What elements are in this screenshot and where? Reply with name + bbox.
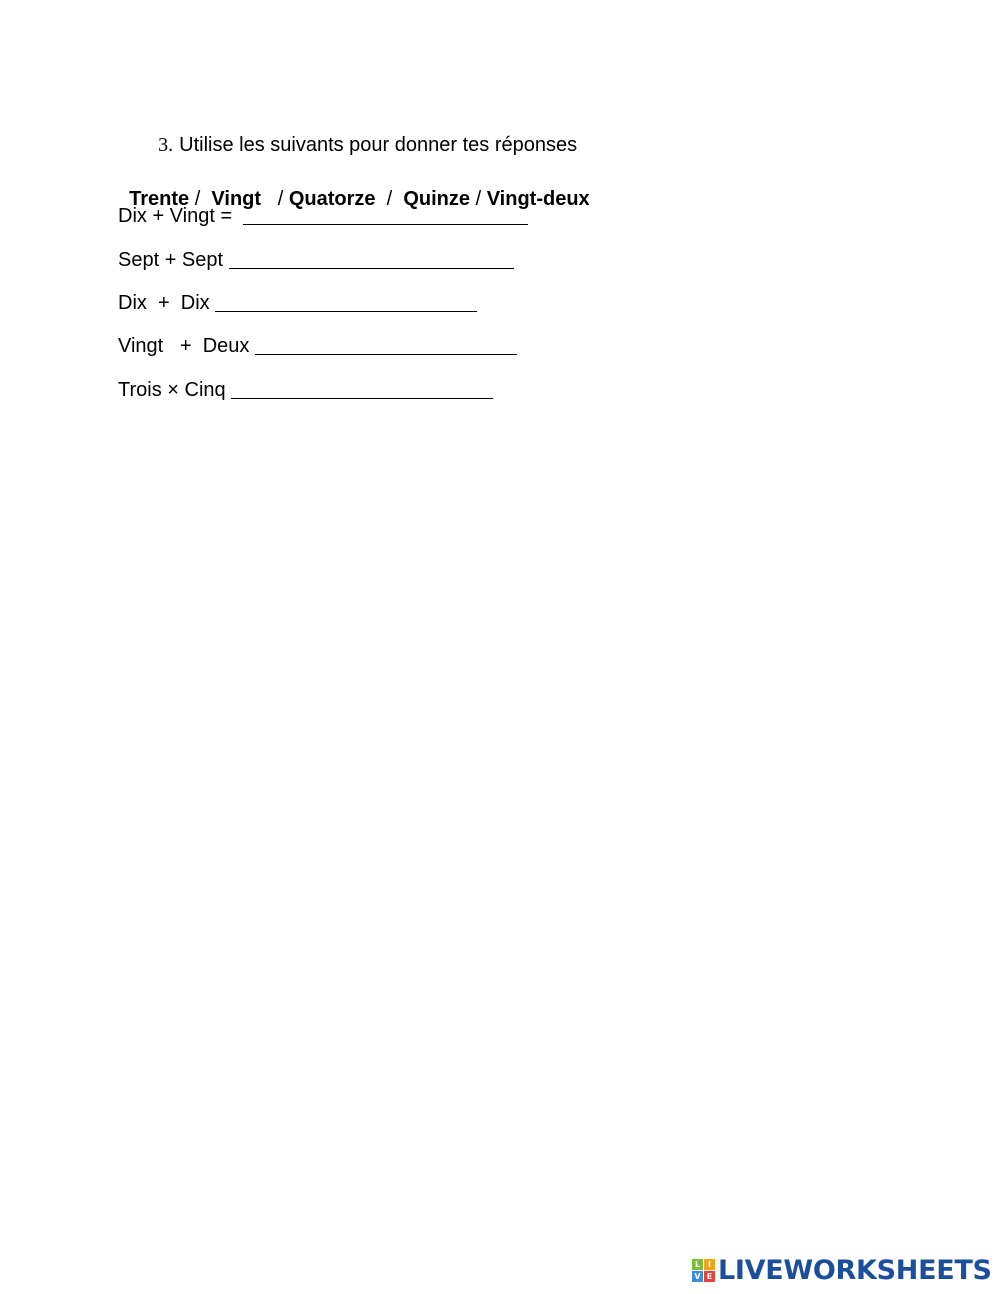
exercise-row	[118, 290, 477, 316]
word-separator: /	[277, 188, 284, 210]
exercise-row	[118, 377, 493, 403]
word-bank-item: Trente	[129, 188, 190, 210]
exercise-prompt: Sept + Sept	[118, 249, 229, 271]
exercise-prompt: Trois × Cinq	[118, 379, 232, 401]
liveworksheets-logo	[692, 1255, 992, 1285]
exercise-prompt: Vingt + Deux	[118, 335, 255, 357]
word-bank-item: Quatorze	[288, 188, 376, 210]
question-text: Utilise les suivants pour donner tes réponses	[179, 134, 578, 156]
logo-text: LIVEWORKSHEETS	[718, 1254, 992, 1286]
exercise-row	[118, 203, 528, 229]
answer-blank[interactable]	[215, 311, 477, 312]
exercise-prompt: Dix + Vingt =	[118, 205, 244, 227]
word-bank-item: Quinze	[403, 188, 471, 210]
word-separator: /	[194, 188, 201, 210]
question-heading	[147, 106, 577, 158]
question-number: 3.	[158, 134, 174, 156]
word-bank-item: Vingt	[211, 188, 262, 210]
logo-mark-icon	[692, 1259, 715, 1282]
word-separator: /	[475, 188, 482, 210]
answer-blank[interactable]	[231, 398, 493, 399]
answer-blank[interactable]	[255, 354, 517, 355]
exercise-row	[118, 247, 514, 273]
answer-blank[interactable]	[229, 268, 514, 269]
logo-mark-letter: E	[704, 1271, 715, 1282]
word-separator: /	[386, 188, 393, 210]
exercise-row	[118, 333, 517, 359]
logo-mark-letter: I	[704, 1259, 715, 1270]
logo-mark-letter: V	[692, 1271, 703, 1282]
answer-blank[interactable]	[243, 224, 528, 225]
word-bank-item: Vingt-deux	[486, 188, 590, 210]
logo-mark-letter: L	[692, 1259, 703, 1270]
exercise-prompt: Dix + Dix	[118, 292, 216, 314]
